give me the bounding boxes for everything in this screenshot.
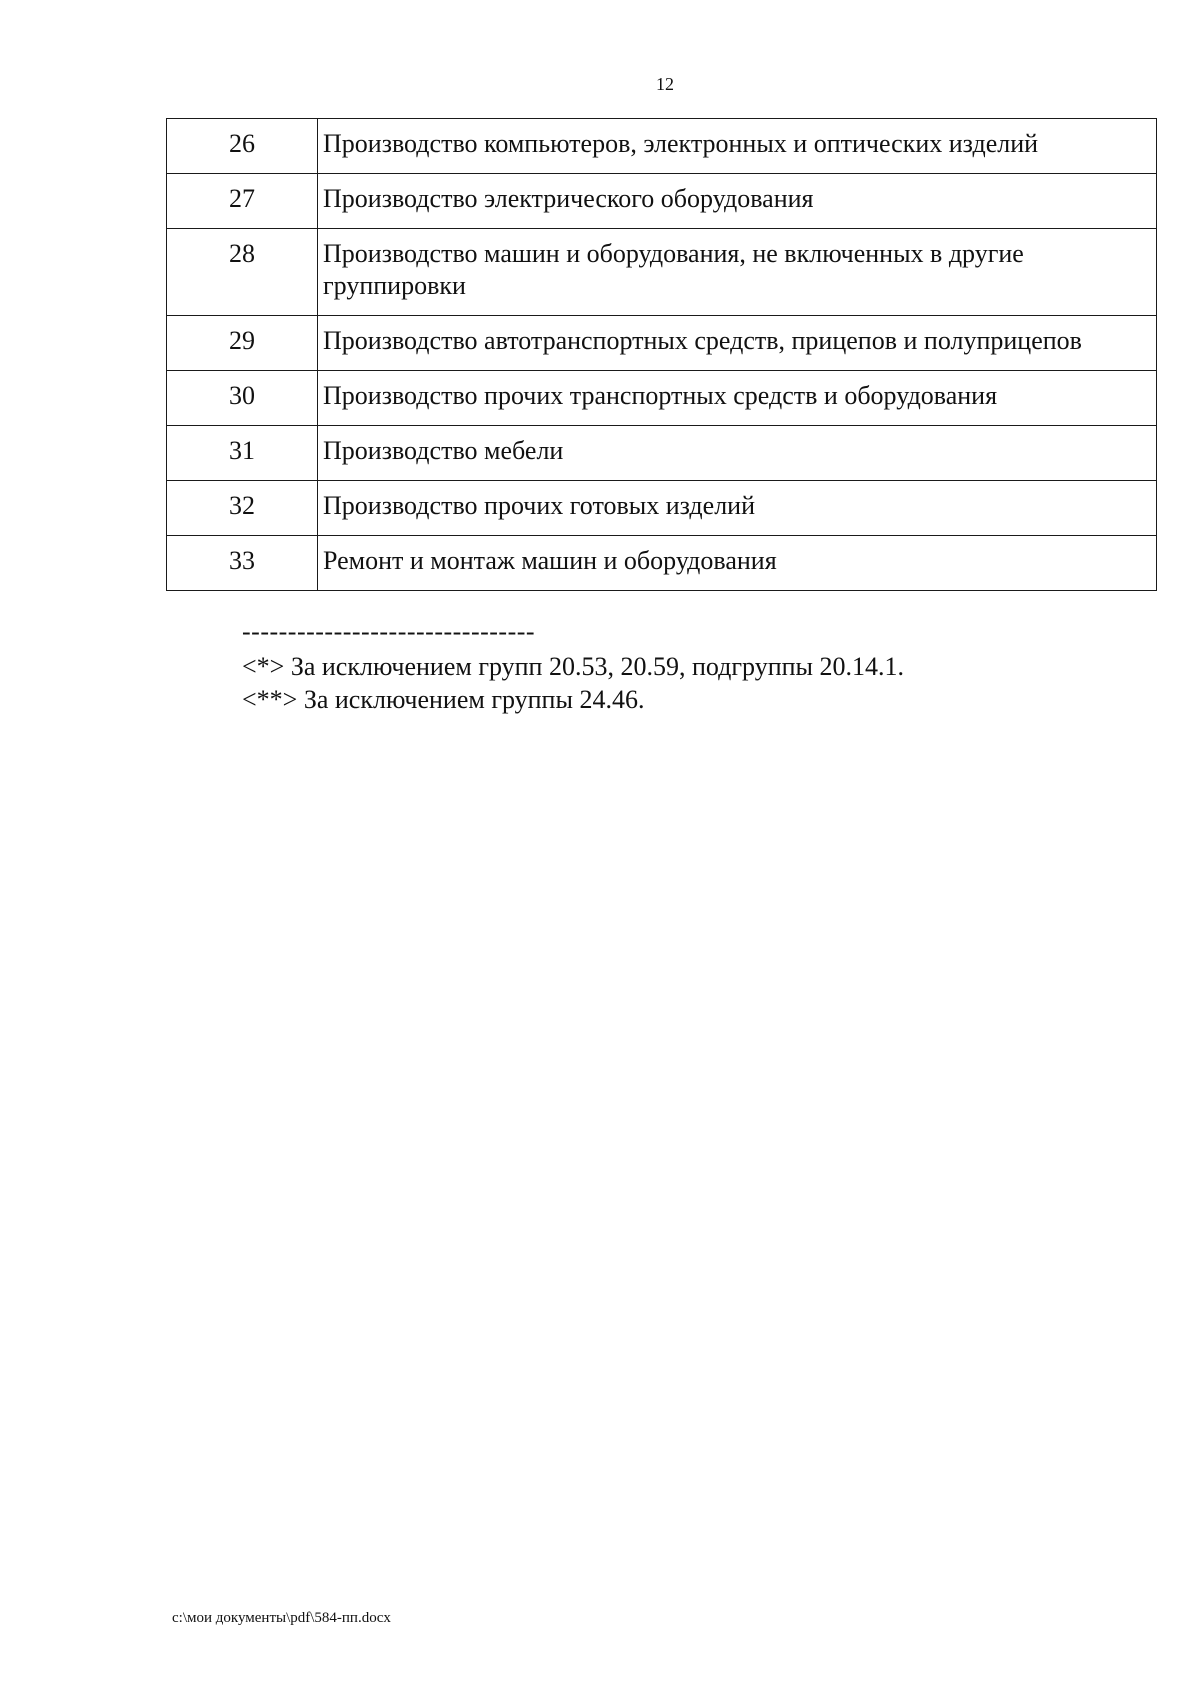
name-cell: Ремонт и монтаж машин и оборудования — [318, 536, 1157, 591]
table-row — [167, 316, 1157, 371]
table-row — [167, 119, 1157, 174]
code-cell: 32 — [167, 481, 318, 536]
name-cell: Производство машин и оборудования, не включенных в другие группировки — [318, 229, 1157, 316]
code-cell: 30 — [167, 371, 318, 426]
page-number: 12 — [656, 74, 674, 94]
table-row — [167, 229, 1157, 316]
table-row — [167, 481, 1157, 536]
footnote-divider: -------------------------------- — [242, 617, 536, 646]
table-row — [167, 536, 1157, 591]
name-cell: Производство мебели — [318, 426, 1157, 481]
name-cell: Производство электрического оборудования — [318, 174, 1157, 229]
footnote-1: <*> За исключением групп 20.53, 20.59, подгруппы 20.14.1. — [242, 652, 904, 681]
name-cell: Производство прочих готовых изделий — [318, 481, 1157, 536]
footnotes — [242, 617, 904, 716]
table-row — [167, 371, 1157, 426]
code-cell: 28 — [167, 229, 318, 316]
code-cell: 33 — [167, 536, 318, 591]
code-cell: 26 — [167, 119, 318, 174]
name-cell: Производство компьютеров, электронных и оптических изделий — [318, 119, 1157, 174]
code-cell: 29 — [167, 316, 318, 371]
footnote-2: <**> За исключением группы 24.46. — [242, 685, 645, 714]
table-row — [167, 174, 1157, 229]
name-cell: Производство прочих транспортных средств и оборудования — [318, 371, 1157, 426]
name-cell: Производство автотранспортных средств, прицепов и полуприцепов — [318, 316, 1157, 371]
table-row — [167, 426, 1157, 481]
code-cell: 31 — [167, 426, 318, 481]
file-path-footer: c:\мои документы\pdf\584-пп.docx — [172, 1610, 391, 1626]
code-cell: 27 — [167, 174, 318, 229]
activity-codes-table — [166, 118, 1157, 591]
